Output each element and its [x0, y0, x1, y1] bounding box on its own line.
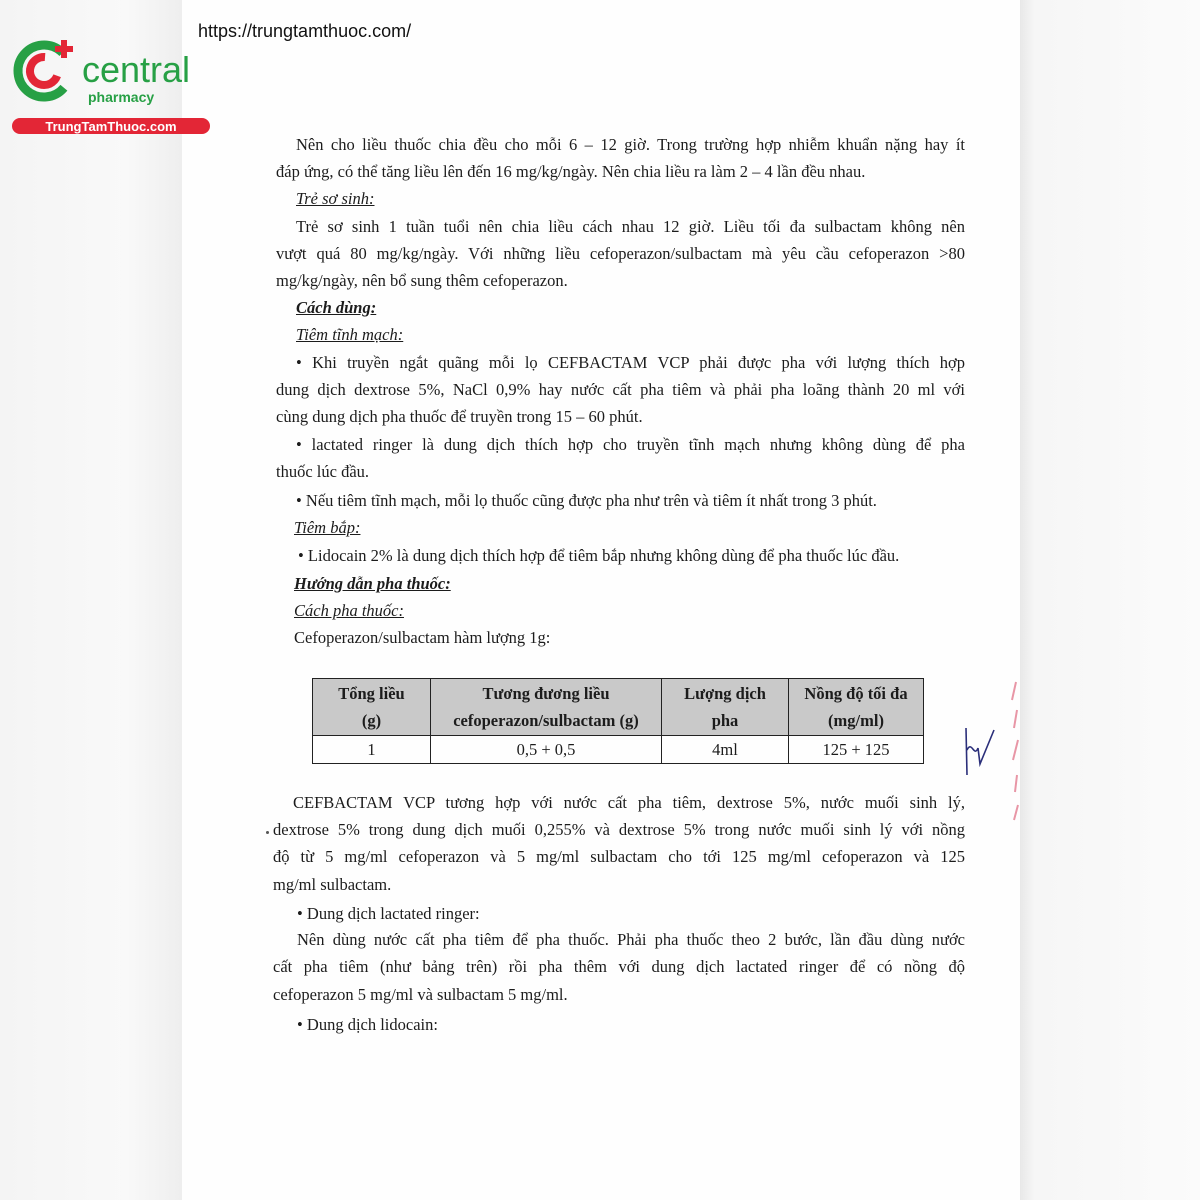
iv-bullet-1-line-3: cùng dung dịch pha thuốc để truyền trong 15 – 60 phút. [276, 407, 643, 426]
logo-site-text: TrungTamThuoc.com [45, 119, 177, 134]
iv-bullet-2-line-2: thuốc lúc đầu. [276, 462, 370, 481]
table-row [313, 736, 924, 764]
initials-signature [960, 720, 1000, 780]
logo-sub-text: pharmacy [88, 89, 155, 105]
dosage-line-1: Nên cho liều thuốc chia đều cho mỗi 6 – 12 giờ. Trong trường hợp nhiễm khuẩn nặng hay ít [296, 135, 965, 154]
bullet-lactated-ringer: • Dung dịch lactated ringer: [297, 904, 480, 923]
heading-method: Cách pha thuốc: [294, 601, 404, 620]
header-total-dose: Tổng liều (g) [313, 679, 431, 736]
central-pharmacy-logo [10, 38, 215, 138]
lactated-line-1: Nên dùng nước cất pha tiêm để pha thuốc. Phải pha thuốc theo 2 bước, lần đầu dùng nước [297, 930, 965, 949]
iv-bullet-1-line-2: dung dịch dextrose 5%, NaCl 0,9% hay nước cất pha tiêm và phải pha loãng thành 20 ml với [276, 380, 965, 399]
cell-max-concentration: 125 + 125 [789, 736, 924, 764]
header-max-concentration: Nồng độ tối đa (mg/ml) [789, 679, 924, 736]
strength-line: Cefoperazon/sulbactam hàm lượng 1g: [294, 628, 551, 647]
cell-diluent-volume: 4ml [662, 736, 789, 764]
heading-usage: Cách dùng: [296, 298, 377, 317]
cell-equivalent-dose: 0,5 + 0,5 [431, 736, 662, 764]
compatibility-line-1: CEFBACTAM VCP tương hợp với nước cất pha tiêm, dextrose 5%, nước muối sinh lý, [293, 793, 965, 812]
dosage-line-2: đáp ứng, có thể tăng liều lên đến 16 mg/kg/ngày. Nên chia liều ra làm 2 – 4 lần đều nhau. [276, 162, 866, 181]
logo-brand-text: central [82, 49, 191, 90]
table-header-row [313, 679, 924, 736]
lactated-line-2: cất pha tiêm (như bảng trên) rồi pha thêm với dung dịch lactated ringer để có nồng độ [273, 957, 965, 976]
lactated-line-3: cefoperazon 5 mg/ml và sulbactam 5 mg/ml. [273, 985, 568, 1004]
reconstitution-table [312, 678, 924, 764]
red-stamp-edge [1008, 680, 1022, 830]
neonate-line-3: mg/kg/ngày, nên bổ sung thêm cefoperazon. [276, 271, 568, 290]
iv-bullet-1-line-1: • Khi truyền ngắt quãng mỗi lọ CEFBACTAM VCP phải được pha với lượng thích hợp [296, 353, 965, 372]
heading-im: Tiêm bắp: [294, 518, 361, 537]
scan-margin-right [1020, 0, 1200, 1200]
compatibility-line-3: độ từ 5 mg/ml cefoperazon và 5 mg/ml sulbactam cho tới 125 mg/ml cefoperazon và 125 [273, 847, 965, 866]
heading-iv: Tiêm tĩnh mạch: [296, 325, 404, 344]
iv-bullet-3: • Nếu tiêm tĩnh mạch, mỗi lọ thuốc cũng được pha như trên và tiêm ít nhất trong 3 phút. [296, 491, 877, 510]
heading-neonate: Trẻ sơ sinh: [296, 189, 375, 208]
header-diluent-volume: Lượng dịch pha [662, 679, 789, 736]
watermark-url: https://trungtamthuoc.com/ [198, 21, 412, 41]
compatibility-line-4: mg/ml sulbactam. [273, 875, 392, 894]
compatibility-line-2: dextrose 5% trong dung dịch muối 0,255% và dextrose 5% trong nước muối sinh lý với nồng [273, 820, 965, 839]
header-equivalent-dose: Tương đương liều cefoperazon/sulbactam (g) [431, 679, 662, 736]
bullet-lidocaine: • Dung dịch lidocain: [297, 1015, 438, 1034]
im-bullet: • Lidocain 2% là dung dịch thích hợp để tiêm bắp nhưng không dùng để pha thuốc lúc đầu. [298, 546, 900, 565]
cell-total-dose: 1 [313, 736, 431, 764]
heading-guide: Hướng dẫn pha thuốc: [294, 574, 451, 593]
neonate-line-2: vượt quá 80 mg/kg/ngày. Với những liều cefoperazon/sulbactam mà yêu cầu cefoperazon >80 [276, 244, 965, 263]
scan-speck [266, 831, 269, 834]
iv-bullet-2-line-1: • lactated ringer là dung dịch thích hợp cho truyền tĩnh mạch nhưng không dùng để pha [296, 435, 965, 454]
scan-margin-left [0, 0, 182, 1200]
neonate-line-1: Trẻ sơ sinh 1 tuần tuổi nên chia liều cách nhau 12 giờ. Liều tối đa sulbactam không nên [296, 217, 965, 236]
